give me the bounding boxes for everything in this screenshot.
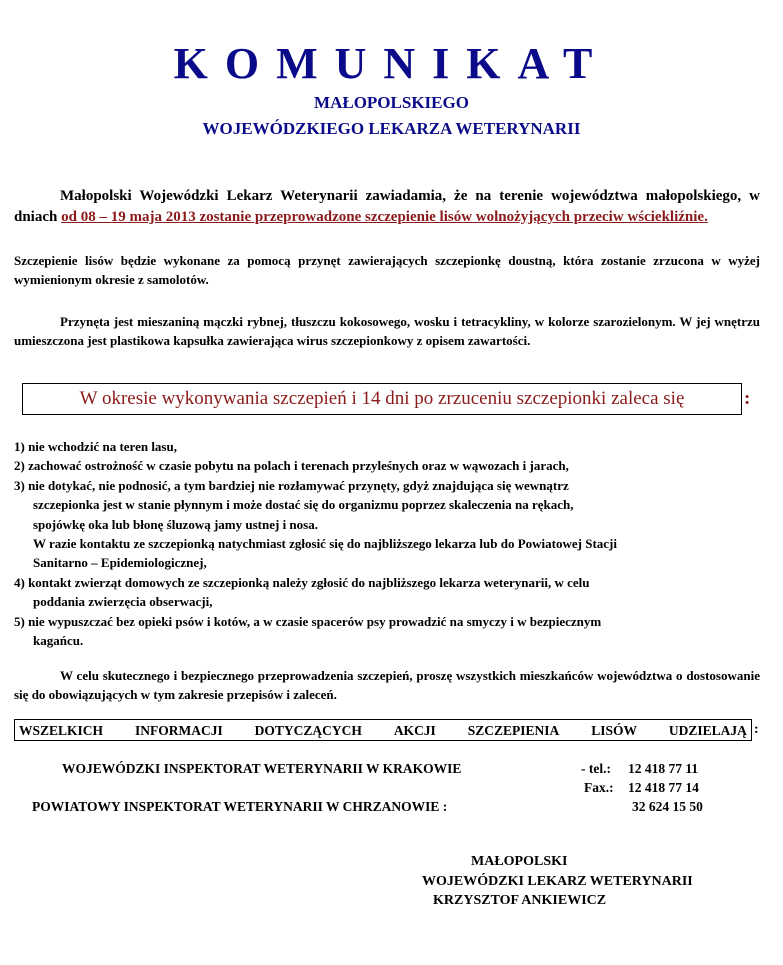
tel-label: - tel.: (581, 761, 611, 776)
fax-number: 12 418 77 14 (628, 780, 699, 795)
chrzanow-tel: 32 624 15 50 (632, 799, 703, 814)
list-item: 2) zachować ostrożność w czasie pobytu na polach i terenach przyleśnych oraz w wąwozach i jarach, (14, 458, 569, 474)
info-word: INFORMACJI (134, 723, 223, 738)
info-word: LISÓW (591, 723, 637, 738)
krakow-inspectorate: WOJEWÓDZKI INSPEKTORAT WETERYNARII W KRAKOWIE (62, 761, 462, 776)
list-item: 5) nie wypuszczać bez opieki psów i kotów, a w czasie spacerów psy prowadzić na smyczy i w bezpiecznym (14, 613, 602, 629)
signature-line2: WOJEWÓDZKI LEKARZ WETERYNARII (422, 874, 693, 889)
list-item: poddania zwierzęcia obserwacji, (33, 594, 213, 610)
list-item: szczepionka jest w stanie płynnym i może dostać się do organizmu poprzez skaleczenia na rękach, (33, 497, 574, 513)
list-item: kagańcu. (33, 633, 84, 649)
info-word: WSZELKICH (19, 723, 104, 738)
list-item: W razie kontaktu ze szczepionką natychmiast zgłosić się do najbliższego lekarza lub do Powiatowej Stacji (33, 536, 617, 552)
info-word: DOTYCZĄCYCH (254, 723, 362, 738)
list-item: 1) nie wchodzić na teren lasu, (14, 439, 177, 454)
info-word: SZCZEPIENIA (467, 723, 560, 738)
list-item: 4) kontakt zwierząt domowych ze szczepionką należy zgłosić do najbliższego lekarza weterynarii, w celu (14, 574, 590, 590)
recommendations-list (14, 437, 764, 650)
info-box (14, 719, 752, 741)
list-item: Sanitarno – Epidemiologicznej, (33, 555, 207, 571)
fax-label: Fax.: (584, 780, 614, 795)
list-item: spojówkę oka lub błonę śluzową jamy ustnej i nosa. (33, 516, 318, 532)
info-word: UDZIELAJĄ (668, 723, 747, 738)
date-highlight: od 08 – 19 maja 2013 zostanie przeprowadzone szczepienie lisów wolnożyjących przeciw wściekliźnie. (61, 209, 708, 225)
intro-details: Szczepienie lisów będzie wykonane za pomocą przynęt zawierających szczepionkę doustną, która zostanie zrzucona w wyżej wymienionym okresie z samolotów. (14, 253, 760, 287)
warning-colon: : (744, 388, 751, 409)
intro-paragraph: Małopolski Wojewódzki Lekarz Weterynarii zawiadamia, że na terenie województwa małopolskiego, w dniach od 08 – 19 maja 2013 zostanie przeprowadzone szczepienie lisów wolnożyjących przeciw wściekliźnie. (14, 188, 760, 225)
subtitle-line2: WOJEWÓDZKIEGO LEKARZA WETERYNARII (202, 119, 581, 138)
chrzanow-inspectorate: POWIATOWY INSPEKTORAT WETERYNARII W CHRZANOWIE : (32, 799, 448, 814)
signature-line3: KRZYSZTOF ANKIEWICZ (433, 893, 607, 908)
warning-box: W okresie wykonywania szczepień i 14 dni po zrzuceniu szczepionki zaleca się (22, 383, 742, 415)
list-item: 3) nie dotykać, nie podnosić, a tym bardziej nie rozłamywać przynęty, gdyż znajdująca się wewnątrz (14, 477, 569, 493)
tel-number: 12 418 77 11 (628, 761, 699, 776)
bait-description: Przynęta jest mieszaniną mączki rybnej, tłuszczu kokosowego, wosku i tetracykliny, w kolorze szarozielonym. W jej wnętrzu umieszczona jest plastikowa kapsułka zawierająca wirus szczepionkowy z opisem zawartości. (14, 314, 760, 348)
signature-line1: MAŁOPOLSKI (471, 854, 568, 869)
info-word: AKCJI (393, 723, 436, 738)
subtitle-line1: MAŁOPOLSKIEGO (314, 93, 469, 112)
closing-paragraph: W celu skutecznego i bezpiecznego przeprowadzenia szczepień, proszę wszystkich mieszkańców województwa o dostosowanie się do obowiązujących w tym zakresie przepisów i zaleceń. (14, 668, 760, 702)
document-title: KOMUNIKAT (173, 39, 610, 88)
info-colon: : (754, 722, 759, 737)
